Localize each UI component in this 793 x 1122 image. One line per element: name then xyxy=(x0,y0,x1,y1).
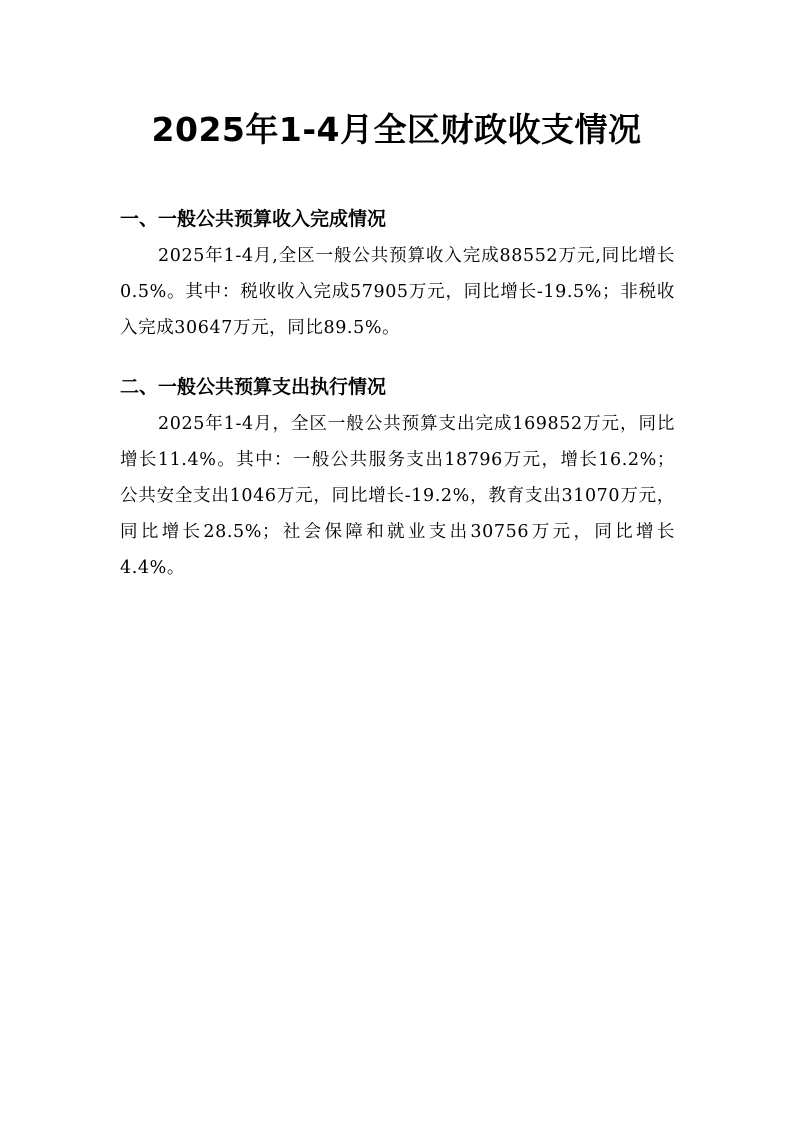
section-paragraph-revenue: 2025年1-4月,全区一般公共预算收入完成88552万元,同比增长0.5%。其中：税收收入完成57905万元，同比增长-19.5%；非税收入完成30647万元，同比89.5%。 xyxy=(120,246,675,338)
document-title: 2025年1-4月全区财政收支情况 xyxy=(151,110,642,149)
section-paragraph-expenditure: 2025年1-4月，全区一般公共预算支出完成169852万元，同比增长11.4%。其中：一般公共服务支出18796万元，增长16.2%；公共安全支出1046万元，同比增长-19.2%，教育支出31070万元，同比增长28.5%；社会保障和就业支出30756万元，同比增长4.4%。 xyxy=(120,414,675,578)
section-heading-revenue: 一、一般公共预算收入完成情况 xyxy=(120,208,387,230)
section-expenditure xyxy=(120,374,675,586)
section-heading-expenditure: 二、一般公共预算支出执行情况 xyxy=(120,376,387,398)
section-revenue xyxy=(120,206,675,346)
